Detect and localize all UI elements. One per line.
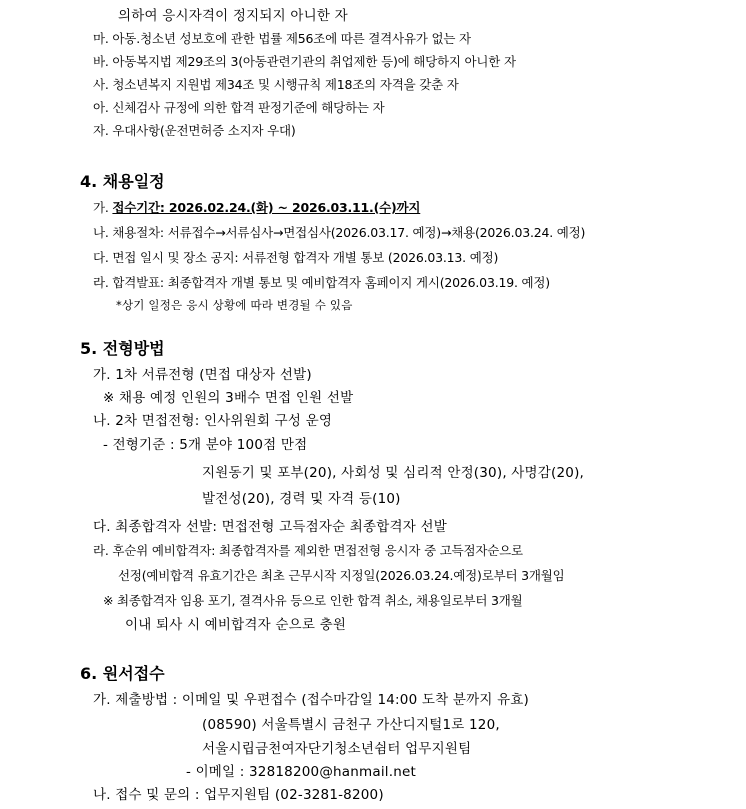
schedule-item-ga	[93, 199, 420, 217]
schedule-item-ra: 라. 합격발표: 최종합격자 개별 통보 및 예비합격자 홈페이지 게시(2026.03.19. 예정)	[93, 275, 550, 290]
application-address-2: 서울시립금천여자단기청소년쉼터 업무지원팀	[202, 741, 472, 757]
eligibility-item-a: 아. 신체검사 규정에 의한 합격 판정기준에 해당하는 자	[93, 100, 385, 115]
selection-item-na: 나. 2차 면접전형: 인사위원회 구성 운영	[93, 413, 333, 429]
application-email: - 이메일 : 32818200@hanmail.net	[186, 764, 416, 780]
section-heading-selection: 5. 전형방법	[80, 339, 165, 358]
application-period: 접수기간: 2026.02.24.(화) ~ 2026.03.11.(수)까지	[112, 200, 421, 215]
selection-note-2: 이내 퇴사 시 예비합격자 순으로 충원	[125, 617, 347, 633]
eligibility-item-ja: 자. 우대사항(운전면허증 소지자 우대)	[93, 123, 296, 138]
eligibility-item-ba: 바. 아동복지법 제29조의 3(아동관련기관의 취업제한 등)에 해당하지 아니한 자	[93, 54, 516, 69]
schedule-item-na: 나. 채용절차: 서류접수→서류심사→면접심사(2026.03.17. 예정)→채용(2026.03.24. 예정)	[93, 225, 586, 240]
schedule-item-da: 다. 면접 일시 및 장소 공지: 서류전형 합격자 개별 통보 (2026.03.13. 예정)	[93, 250, 499, 265]
selection-criteria-detail-1: 지원동기 및 포부(20), 사회성 및 심리적 안정(30), 사명감(20),	[202, 465, 585, 481]
schedule-item-ga-prefix: 가.	[93, 200, 113, 215]
section-heading-application: 6. 원서접수	[80, 664, 165, 683]
application-item-ga: 가. 제출방법 : 이메일 및 우편접수 (접수마감일 14:00 도착 분까지 유효)	[93, 692, 530, 708]
eligibility-continuation: 의하여 응시자격이 정지되지 아니한 자	[118, 8, 348, 24]
selection-note-ga: ※ 채용 예정 인원의 3배수 면접 인원 선발	[103, 390, 354, 406]
selection-criteria-detail-2: 발전성(20), 경력 및 자격 등(10)	[202, 491, 401, 507]
selection-criteria: - 전형기준 : 5개 분야 100점 만점	[103, 437, 308, 453]
selection-note-1: ※ 최종합격자 임용 포기, 결격사유 등으로 인한 합격 취소, 채용일로부터 3개월	[103, 593, 523, 608]
application-item-na: 나. 접수 및 문의 : 업무지원팀 (02-3281-8200)	[93, 787, 384, 803]
selection-item-ra: 라. 후순위 예비합격자: 최종합격자를 제외한 면접전형 응시자 중 고득점자순으로	[93, 543, 523, 558]
selection-item-da: 다. 최종합격자 선발: 면접전형 고득점자순 최종합격자 선발	[93, 519, 447, 535]
selection-item-ga: 가. 1차 서류전형 (면접 대상자 선발)	[93, 367, 312, 383]
application-address-1: (08590) 서울특별시 금천구 가산디지털1로 120,	[202, 717, 500, 733]
schedule-note: *상기 일정은 응시 상황에 따라 변경될 수 있음	[116, 298, 353, 312]
eligibility-item-sa: 사. 청소년복지 지원법 제34조 및 시행규칙 제18조의 자격을 갖춘 자	[93, 77, 459, 92]
eligibility-item-ma: 마. 아동․청소년 성보호에 관한 법률 제56조에 따른 결격사유가 없는 자	[93, 31, 471, 46]
section-heading-schedule: 4. 채용일정	[80, 172, 165, 191]
selection-item-ra-cont: 선정(예비합격 유효기간은 최초 근무시작 지정일(2026.03.24.예정)로부터 3개월임	[118, 568, 565, 583]
